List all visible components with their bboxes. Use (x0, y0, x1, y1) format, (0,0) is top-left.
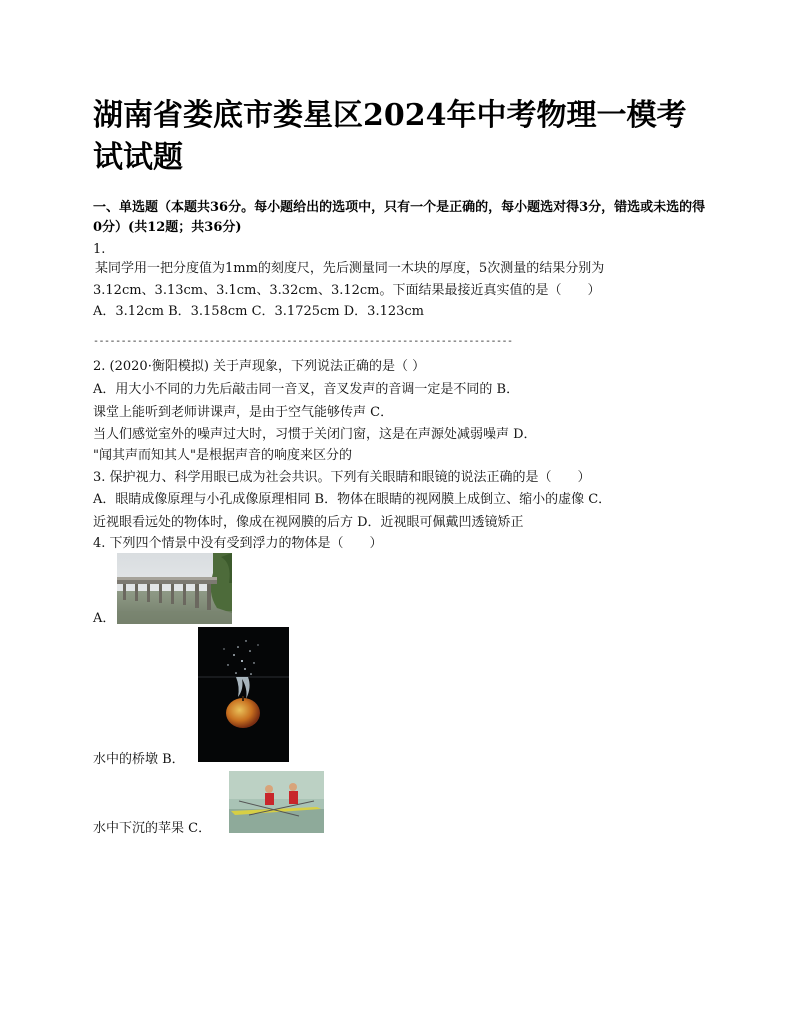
q4-line1: 4. 下列四个情景中没有受到浮力的物体是（ ） (93, 536, 383, 551)
q3-line1: 3. 保护视力、科学用眼已成为社会共识。下列有关眼睛和眼镜的说法正确的是（ ） (93, 470, 591, 485)
q4-option-b: 水中的桥墩 B． (93, 752, 185, 767)
q1-line2: 3.12cm、3.13cm、3.1cm、3.32cm、3.12cm。下面结果最接近真实值的是（ ） (93, 283, 601, 298)
q4-option-a: A． (93, 611, 116, 626)
q1-options: A．3.12cm B．3.158cm C．3.1725cm D．3.123cm (93, 304, 425, 319)
q1-line1: 某同学用一把分度值为1mm的刻度尺，先后测量同一木块的厚度，5次测量的结果分别为 (95, 261, 605, 276)
apple-photo (198, 627, 289, 762)
bridge-photo (117, 553, 232, 624)
rowing-photo (229, 771, 324, 833)
q2-line3: 课堂上能听到老师讲课声，是由于空气能够传声 C． (93, 405, 394, 420)
section-header: 一、单选题（本题共36分。每小题给出的选项中，只有一个是正确的，每小题选对得3分，错选或未选的得0分）(共12题；共36分) (93, 200, 706, 235)
q2-line5: "闻其声而知其人"是根据声音的响度来区分的 (93, 448, 352, 463)
q3-line2: A．眼睛成像原理与小孔成像原理相同 B．物体在眼睛的视网膜上成倒立、缩小的虚像 C． (93, 492, 612, 507)
q1-number: 1. (93, 242, 106, 257)
separator-line: ---------------------------------------------------------------------------- (93, 336, 513, 347)
q2-line1: 2. (2020·衡阳模拟) 关于声现象，下列说法正确的是（ ） (93, 359, 426, 374)
q2-line2: A．用大小不同的力先后敲击同一音叉，音叉发声的音调一定是不同的 B． (93, 382, 520, 397)
page-title: 湖南省娄底市娄星区2024年中考物理一模考试试题 (93, 98, 687, 175)
q3-line3: 近视眼看远处的物体时，像成在视网膜的后方 D．近视眼可佩戴凹透镜矫正 (93, 515, 524, 530)
q4-option-c: 水中下沉的苹果 C． (93, 821, 212, 836)
q2-line4: 当人们感觉室外的噪声过大时，习惯于关闭门窗，这是在声源处减弱噪声 D． (93, 427, 537, 442)
